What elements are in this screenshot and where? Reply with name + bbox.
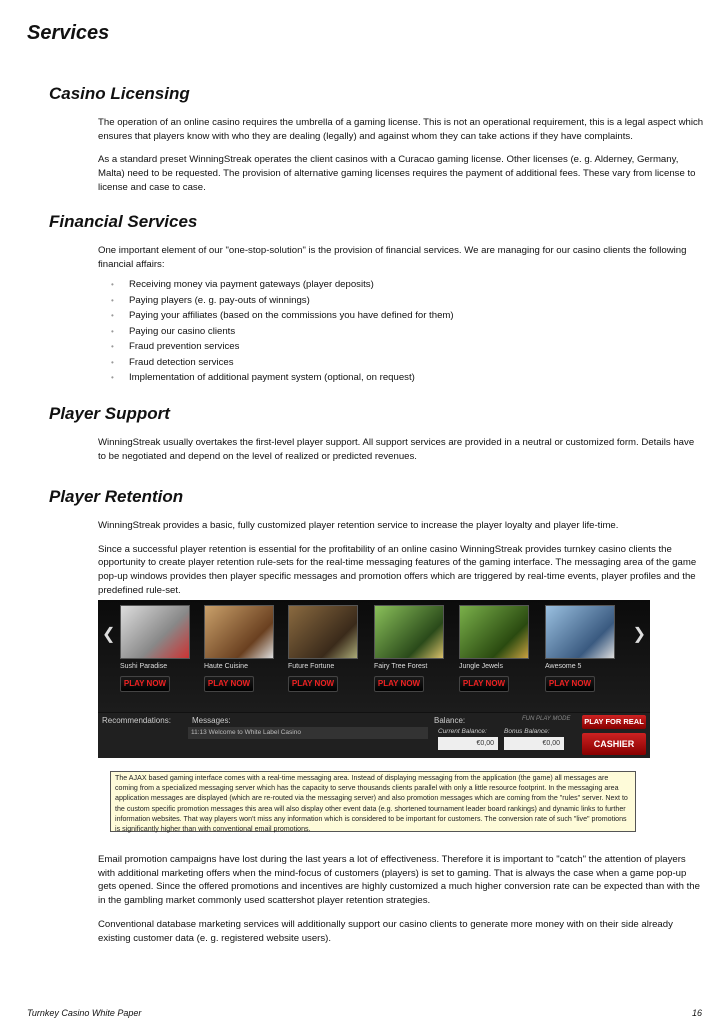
fun-mode-label: FUN PLAY MODE	[522, 716, 571, 722]
carousel-right-arrow-icon[interactable]: ❯	[632, 626, 646, 643]
screenshot-caption: The AJAX based gaming interface comes with a real-time messaging area. Instead of displaying messaging from the application (the game) all messages are coming from a specialized messaging server which has the capacity to serve thousands clients parallel with only a little resource footprint. In the messaging area application messages are displayed (which are re-routed via the messaging server) and also promotion messages which are coming from the "rules" server. Next to the custom specific promotion messages this area will also display other event data (e.g. shortened tournament leader board rankings) and dynamic links to further information websites. That way players won't miss any information which is considered to be important for customers. The conversion rate of such "live" promotions is significantly higher than with conventional email promotions.	[110, 771, 636, 832]
financial-list	[98, 277, 704, 386]
section-player-retention	[49, 487, 709, 608]
play-now-button[interactable]: PLAY NOW	[545, 676, 595, 692]
list-item: • Paying our casino clients	[98, 324, 704, 340]
bonus-balance-label: Bonus Balance:	[504, 728, 550, 735]
paragraph: As a standard preset WinningStreak operates the client casinos with a Curacao gaming license. Other licenses (e. g. Alderney, Germany, Malta) need to be requested. The provision of alternative gaming licenses requires the payment of additional fees. These vary from license to license and case to case.	[98, 154, 696, 193]
list-item: • Receiving money via payment gateways (player deposits)	[98, 277, 704, 293]
game-thumbnail[interactable]	[204, 605, 274, 659]
game-thumbnail[interactable]	[288, 605, 358, 659]
list-item: • Paying your affiliates (based on the commissions you have defined for them)	[98, 308, 704, 324]
list-item: • Paying players (e. g. pay-outs of winnings)	[98, 293, 704, 309]
paragraph: Since a successful player retention is essential for the profitability of an online casino WinningStreak provides turnkey casino clients the opportunity to create player retention rule-sets for the real-time messaging features of the gaming interface. The messaging area of the game pop-up windows provides then player specific messages and promotion offers which are triggered by real-time events, player profiles and the predefined rule-set.	[98, 543, 697, 596]
game-name: Sushi Paradise	[120, 663, 168, 670]
messages-label: Messages:	[192, 716, 231, 725]
list-item: • Fraud prevention services	[98, 339, 704, 355]
game-thumbnail[interactable]	[120, 605, 190, 659]
game-thumbnail[interactable]	[459, 605, 529, 659]
paragraph: Email promotion campaigns have lost during the last years a lot of effectiveness. Therefore it is important to "catch" the attention of players with additional marketing offers when the mind-focus of customers (players) is set to gaming. That is always the case when a game pop-up gets opened. Since the offered promotions and incentives are highly customized a much higher conversion rate can be expected than with the in the gambling market commonly used scattershot player retention strategies.	[98, 854, 700, 907]
game-thumbnail[interactable]	[374, 605, 444, 659]
current-balance-value: €0,00	[438, 737, 498, 750]
list-item: • Implementation of additional payment system (optional, on request)	[98, 370, 704, 386]
game-name: Jungle Jewels	[459, 663, 503, 670]
footer-page-number: 16	[691, 1008, 702, 1018]
section-casino-licensing	[49, 84, 709, 205]
game-name: Future Fortune	[288, 663, 335, 670]
play-now-button[interactable]: PLAY NOW	[288, 676, 338, 692]
section-financial-services	[49, 212, 709, 386]
message-area: 11:13 Welcome to White Label Casino	[188, 727, 428, 739]
bonus-balance-value: €0,00	[504, 737, 564, 750]
paragraph: The operation of an online casino requires the umbrella of a gaming license. This is not an operational requirement, this is a legal aspect which ensures that players know with who they are dealing (legally) and against whom they can take actions if they have complaints.	[98, 117, 704, 142]
paragraph: Conventional database marketing services will additionally support our casino clients to generate more money with on their side already existing customer data (e. g. registered website users).	[98, 918, 673, 944]
section-heading: Casino Licensing	[49, 84, 190, 103]
page-title: Services	[27, 22, 110, 44]
play-now-button[interactable]: PLAY NOW	[120, 676, 170, 692]
list-item: • Fraud detection services	[98, 355, 704, 371]
game-status-bar	[98, 713, 650, 758]
current-balance-label: Current Balance:	[438, 728, 487, 735]
section-heading: Player Support	[49, 404, 170, 423]
section-heading: Financial Services	[49, 212, 198, 231]
play-for-real-button[interactable]: PLAY FOR REAL	[582, 715, 646, 729]
paragraph: WinningStreak usually overtakes the first-level player support. All support services are provided in a neutral or customized form. Details have to be negotiated and depend on the level of realized or predicted revenues.	[98, 437, 695, 462]
cashier-button[interactable]: CASHIER	[582, 733, 646, 755]
recommendations-label: Recommendations:	[102, 716, 171, 725]
play-now-button[interactable]: PLAY NOW	[374, 676, 424, 692]
game-name: Awesome 5	[545, 663, 582, 670]
section-player-retention-continued	[49, 853, 709, 955]
game-thumbnail[interactable]	[545, 605, 615, 659]
paragraph: One important element of our "one-stop-solution" is the provision of financial services. We are managing for our casino clients the following financial affairs:	[98, 245, 687, 270]
balance-label: Balance:	[434, 716, 466, 725]
paragraph: WinningStreak provides a basic, fully customized player retention service to increase the player loyalty and player life-time.	[98, 520, 619, 531]
footer-document-title: Turnkey Casino White Paper	[27, 1008, 142, 1018]
game-name: Haute Cuisine	[204, 663, 248, 670]
game-lobby-screenshot	[98, 600, 650, 758]
section-player-support	[49, 404, 709, 473]
section-heading: Player Retention	[49, 487, 184, 506]
game-name: Fairy Tree Forest	[374, 663, 428, 670]
play-now-button[interactable]: PLAY NOW	[459, 676, 509, 692]
carousel-left-arrow-icon[interactable]: ❮	[102, 626, 116, 643]
play-now-button[interactable]: PLAY NOW	[204, 676, 254, 692]
